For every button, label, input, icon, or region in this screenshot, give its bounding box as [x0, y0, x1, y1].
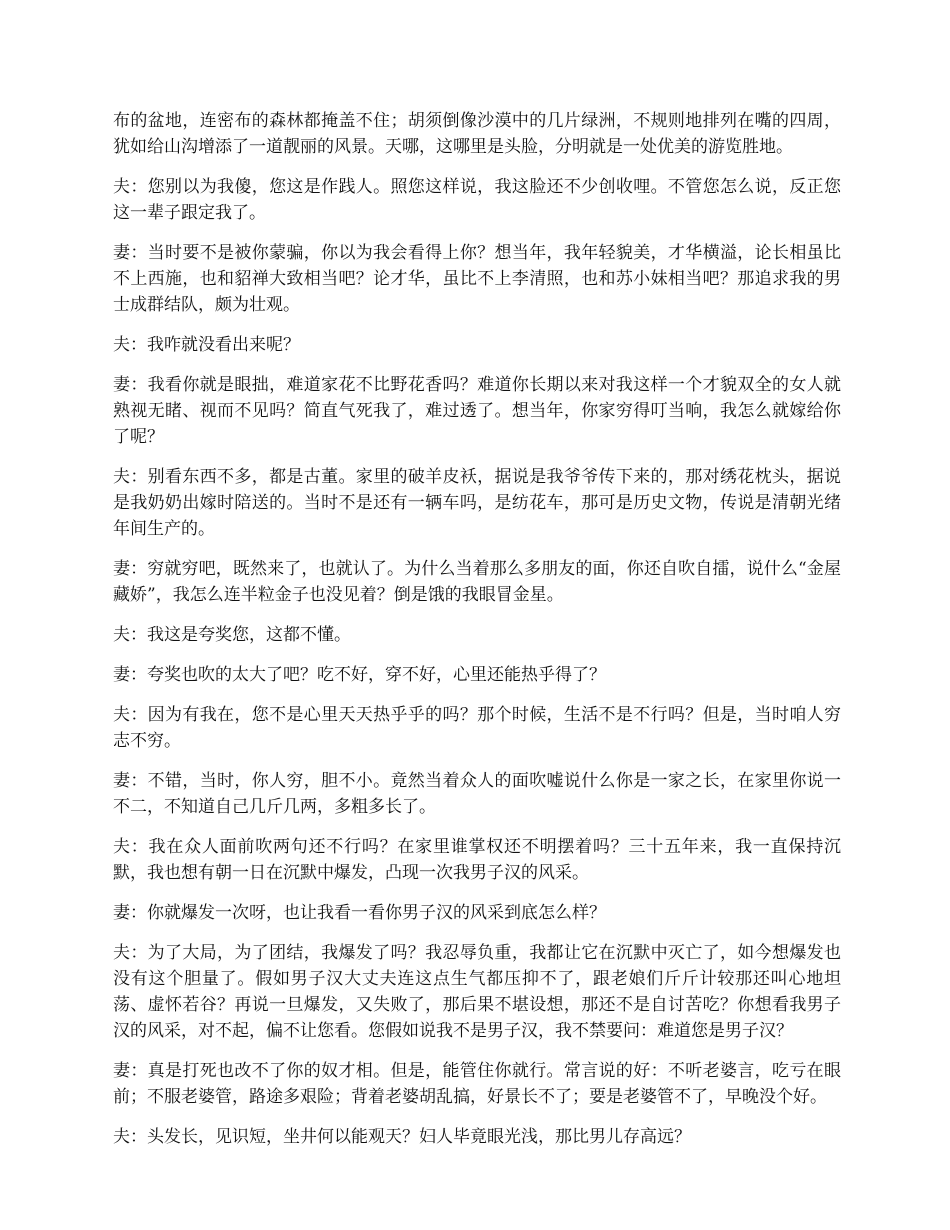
paragraph-1: 布的盆地，连密布的森林都掩盖不住；胡须倒像沙漠中的几片绿洲，不规则地排列在嘴的四周，犹如给山沟增添了一道靓丽的风景。天哪，这哪里是头脸，分明就是一处优美的游览胜地。: [113, 111, 841, 157]
paragraph-6: 夫：别看东西不多，都是古董。家里的破羊皮袄，据说是我爷爷传下来的，那对绣花枕头，据说是我奶奶出嫁时陪送的。当时不是还有一辆车吗，是纺花车，那可是历史文物，传说是清朝光绪年间生产的。: [113, 467, 841, 539]
paragraph-13: 妻：你就爆发一次呀，也让我看一看你男子汉的风采到底怎么样？: [113, 903, 606, 923]
paragraph-5: 妻：我看你就是眼拙，难道家花不比野花香吗？难道你长期以来对我这样一个才貌双全的女人就熟视无睹、视而不见吗？简直气死我了，难过透了。想当年，你家穷得叮当响，我怎么就嫁给你了呢？: [113, 375, 841, 447]
paragraph-14: 夫：为了大局，为了团结，我爆发了吗？我忍辱负重，我都让它在沉默中灭亡了，如今想爆发也没有这个胆量了。假如男子汉大丈夫连这点生气都压抑不了，跟老娘们斤斤计较那还叫心地坦荡、虚怀若谷？再说一旦爆发，又失败了，那后果不堪设想，那还不是自讨苦吃？你想看我男子汉的风采，对不起，偏不让您看。您假如说我不是男子汉，我不禁要问：难道您是男子汉？: [113, 943, 841, 1041]
paragraph-12: 夫：我在众人面前吹两句还不行吗？在家里谁掌权还不明摆着吗？三十五年来，我一直保持沉默，我也想有朝一日在沉默中爆发，凸现一次我男子汉的风采。: [113, 837, 841, 883]
paragraph-16: 夫：头发长，见识短，坐井何以能观天？妇人毕竟眼光浅，那比男儿存高远？: [113, 1127, 691, 1147]
paragraph-15: 妻：真是打死也改不了你的奴才相。但是，能管住你就行。常言说的好：不听老婆言，吃亏在眼前；不服老婆管，路途多艰险；背着老婆胡乱搞，好景长不了；要是老婆管不了，早晚没个好。: [113, 1061, 841, 1107]
paragraph-7: 妻：穷就穷吧，既然来了，也就认了。为什么当着那么多朋友的面，你还自吹自擂，说什么“金屋藏娇”，我怎么连半粒金子也没见着？倒是饿的我眼冒金星。: [113, 559, 841, 605]
document-page: [113, 108, 841, 1164]
paragraph-2: 夫：您别以为我傻，您这是作践人。照您这样说，我这脸还不少创收哩。不管您怎么说，反正您这一辈子跟定我了。: [113, 177, 841, 223]
paragraph-3: 妻：当时要不是被你蒙骗，你以为我会看得上你？想当年，我年轻貌美，才华横溢，论长相虽比不上西施，也和貂禅大致相当吧？论才华，虽比不上李清照，也和苏小妹相当吧？那追求我的男士成群结队，颇为壮观。: [113, 243, 841, 315]
paragraph-11: 妻：不错，当时，你人穷，胆不小。竟然当着众人的面吹嘘说什么你是一家之长，在家里你说一不二，不知道自己几斤几两，多粗多长了。: [113, 771, 841, 817]
paragraph-10: 夫：因为有我在，您不是心里天天热乎乎的吗？那个时候，生活不是不行吗？但是，当时咱人穷志不穷。: [113, 705, 841, 751]
paragraph-8: 夫：我这是夸奖您，这都不懂。: [113, 625, 351, 645]
paragraph-9: 妻：夸奖也吹的太大了吧？吃不好，穿不好，心里还能热乎得了？: [113, 665, 606, 685]
paragraph-4: 夫：我咋就没看出来呢？: [113, 335, 300, 355]
